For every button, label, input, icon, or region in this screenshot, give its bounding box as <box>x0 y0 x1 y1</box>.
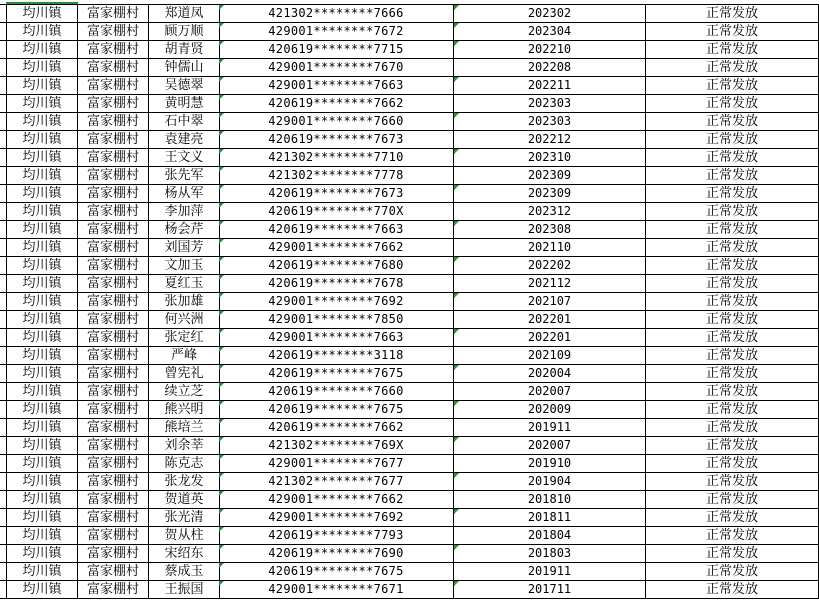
town-cell[interactable]: 均川镇 <box>6 563 77 580</box>
table-row <box>0 185 819 203</box>
table-row <box>0 365 819 383</box>
town-cell[interactable]: 均川镇 <box>6 491 77 508</box>
name-cell[interactable]: 石中翠 <box>148 113 220 130</box>
date-cell[interactable]: 201804 <box>454 527 646 544</box>
village-cell[interactable]: 富家棚村 <box>77 113 148 130</box>
name-cell[interactable]: 文加玉 <box>148 257 220 274</box>
text-number-indicator <box>219 257 224 262</box>
id-number-cell[interactable]: 420619********7680 <box>219 257 454 274</box>
name-cell[interactable]: 吴德翠 <box>148 77 220 94</box>
table-row <box>0 401 819 419</box>
status-cell[interactable]: 正常发放 <box>646 41 819 58</box>
name-cell[interactable]: 夏红玉 <box>148 275 220 292</box>
village-cell[interactable]: 富家棚村 <box>77 383 148 400</box>
town-cell[interactable]: 均川镇 <box>6 401 77 418</box>
status-cell[interactable]: 正常发放 <box>646 473 819 490</box>
village-cell[interactable]: 富家棚村 <box>77 329 148 346</box>
status-cell[interactable]: 正常发放 <box>646 581 819 598</box>
name-cell[interactable]: 郑道凤 <box>148 5 220 22</box>
name-cell[interactable]: 张加雄 <box>148 293 220 310</box>
id-number-cell[interactable]: 420619********7673 <box>219 131 454 148</box>
table-row <box>0 455 819 473</box>
text-number-indicator <box>454 77 459 82</box>
id-number-cell[interactable]: 420619********3118 <box>219 347 454 364</box>
id-number-cell[interactable]: 421302********7677 <box>219 473 454 490</box>
town-cell[interactable]: 均川镇 <box>6 293 77 310</box>
name-cell[interactable]: 杨从军 <box>148 185 220 202</box>
status-cell[interactable]: 正常发放 <box>646 149 819 166</box>
name-cell[interactable]: 熊培兰 <box>148 419 220 436</box>
text-number-indicator <box>454 365 459 370</box>
id-number-cell[interactable]: 429001********7677 <box>219 455 454 472</box>
text-number-indicator <box>219 329 224 334</box>
id-number-cell[interactable]: 420619********7675 <box>219 401 454 418</box>
town-cell[interactable]: 均川镇 <box>6 95 77 112</box>
text-number-indicator <box>219 365 224 370</box>
id-number-cell[interactable]: 429001********7670 <box>219 59 454 76</box>
village-cell[interactable]: 富家棚村 <box>77 149 148 166</box>
spreadsheet-grid <box>0 4 819 601</box>
id-number-cell[interactable]: 429001********7692 <box>219 293 454 310</box>
name-cell[interactable]: 黄明慧 <box>148 95 220 112</box>
village-cell[interactable]: 富家棚村 <box>77 401 148 418</box>
name-cell[interactable]: 袁建亮 <box>148 131 220 148</box>
town-cell[interactable]: 均川镇 <box>6 545 77 562</box>
table-row <box>0 23 819 41</box>
text-number-indicator <box>454 581 459 586</box>
status-cell[interactable]: 正常发放 <box>646 545 819 562</box>
status-cell[interactable]: 正常发放 <box>646 77 819 94</box>
text-number-indicator <box>454 437 459 442</box>
town-cell[interactable]: 均川镇 <box>6 329 77 346</box>
text-number-indicator <box>219 509 224 514</box>
status-cell[interactable]: 正常发放 <box>646 275 819 292</box>
date-cell[interactable]: 202110 <box>454 239 646 256</box>
date-cell[interactable]: 202202 <box>454 257 646 274</box>
date-cell[interactable]: 202208 <box>454 59 646 76</box>
text-number-indicator <box>219 563 224 568</box>
status-cell[interactable]: 正常发放 <box>646 509 819 526</box>
id-number-cell[interactable]: 429001********7672 <box>219 23 454 40</box>
id-number-cell[interactable]: 420619********7690 <box>219 545 454 562</box>
status-cell[interactable]: 正常发放 <box>646 365 819 382</box>
text-number-indicator <box>219 311 224 316</box>
text-number-indicator <box>219 95 224 100</box>
text-number-indicator <box>454 257 459 262</box>
village-cell[interactable]: 富家棚村 <box>77 347 148 364</box>
town-cell[interactable]: 均川镇 <box>6 473 77 490</box>
text-number-indicator <box>219 473 224 478</box>
name-cell[interactable]: 刘国芳 <box>148 239 220 256</box>
town-cell[interactable]: 均川镇 <box>6 581 77 598</box>
id-number-cell[interactable]: 429001********7692 <box>219 509 454 526</box>
table-row <box>0 581 819 599</box>
text-number-indicator <box>219 131 224 136</box>
town-cell[interactable]: 均川镇 <box>6 527 77 544</box>
village-cell[interactable]: 富家棚村 <box>77 509 148 526</box>
text-number-indicator <box>219 491 224 496</box>
status-cell[interactable]: 正常发放 <box>646 491 819 508</box>
id-number-cell[interactable]: 420619********7673 <box>219 185 454 202</box>
town-cell[interactable]: 均川镇 <box>6 5 77 22</box>
village-cell[interactable]: 富家棚村 <box>77 527 148 544</box>
date-cell[interactable]: 201910 <box>454 455 646 472</box>
table-row <box>0 95 819 113</box>
text-number-indicator <box>219 239 224 244</box>
id-number-cell[interactable]: 429001********7662 <box>219 491 454 508</box>
village-cell[interactable]: 富家棚村 <box>77 239 148 256</box>
id-number-cell[interactable]: 429001********7663 <box>219 77 454 94</box>
town-cell[interactable]: 均川镇 <box>6 167 77 184</box>
name-cell[interactable]: 王振国 <box>148 581 220 598</box>
town-cell[interactable]: 均川镇 <box>6 131 77 148</box>
name-cell[interactable]: 刘余莘 <box>148 437 220 454</box>
town-cell[interactable]: 均川镇 <box>6 185 77 202</box>
village-cell[interactable]: 富家棚村 <box>77 365 148 382</box>
town-cell[interactable]: 均川镇 <box>6 59 77 76</box>
id-number-cell[interactable]: 429001********7660 <box>219 113 454 130</box>
status-cell[interactable]: 正常发放 <box>646 239 819 256</box>
text-number-indicator <box>454 23 459 28</box>
town-cell[interactable]: 均川镇 <box>6 257 77 274</box>
text-number-indicator <box>219 167 224 172</box>
village-cell[interactable]: 富家棚村 <box>77 293 148 310</box>
table-row <box>0 527 819 545</box>
name-cell[interactable]: 贺从柱 <box>148 527 220 544</box>
village-cell[interactable]: 富家棚村 <box>77 95 148 112</box>
table-row <box>0 347 819 365</box>
status-cell[interactable]: 正常发放 <box>646 401 819 418</box>
date-cell[interactable]: 201711 <box>454 581 646 598</box>
village-cell[interactable]: 富家棚村 <box>77 473 148 490</box>
town-cell[interactable]: 均川镇 <box>6 383 77 400</box>
name-cell[interactable]: 钟儒山 <box>148 59 220 76</box>
text-number-indicator <box>219 185 224 190</box>
table-row <box>0 509 819 527</box>
village-cell[interactable]: 富家棚村 <box>77 203 148 220</box>
table-row <box>0 257 819 275</box>
town-cell[interactable]: 均川镇 <box>6 149 77 166</box>
village-cell[interactable]: 富家棚村 <box>77 275 148 292</box>
table-row <box>0 4 819 23</box>
name-cell[interactable]: 王文义 <box>148 149 220 166</box>
id-number-cell[interactable]: 421302********769X <box>219 437 454 454</box>
date-cell[interactable]: 202201 <box>454 329 646 346</box>
status-cell[interactable]: 正常发放 <box>646 203 819 220</box>
status-cell[interactable]: 正常发放 <box>646 383 819 400</box>
village-cell[interactable]: 富家棚村 <box>77 77 148 94</box>
status-cell[interactable]: 正常发放 <box>646 257 819 274</box>
text-number-indicator <box>454 329 459 334</box>
table-row <box>0 275 819 293</box>
town-cell[interactable]: 均川镇 <box>6 311 77 328</box>
id-number-cell[interactable]: 420619********770X <box>219 203 454 220</box>
text-number-indicator <box>219 149 224 154</box>
date-cell[interactable]: 201810 <box>454 491 646 508</box>
id-number-cell[interactable]: 429001********7663 <box>219 329 454 346</box>
status-cell[interactable]: 正常发放 <box>646 221 819 238</box>
town-cell[interactable]: 均川镇 <box>6 23 77 40</box>
date-cell[interactable]: 201911 <box>454 563 646 580</box>
date-cell[interactable]: 202210 <box>454 41 646 58</box>
status-cell[interactable]: 正常发放 <box>646 5 819 22</box>
text-number-indicator <box>219 221 224 226</box>
name-cell[interactable]: 何兴洲 <box>148 311 220 328</box>
date-cell[interactable]: 202212 <box>454 131 646 148</box>
status-cell[interactable]: 正常发放 <box>646 59 819 76</box>
id-number-cell[interactable]: 421302********7778 <box>219 167 454 184</box>
text-number-indicator <box>219 41 224 46</box>
status-cell[interactable]: 正常发放 <box>646 527 819 544</box>
text-number-indicator <box>219 383 224 388</box>
text-number-indicator <box>219 419 224 424</box>
date-cell[interactable]: 202009 <box>454 401 646 418</box>
table-row <box>0 563 819 581</box>
name-cell[interactable]: 张先军 <box>148 167 220 184</box>
village-cell[interactable]: 富家棚村 <box>77 221 148 238</box>
text-number-indicator <box>219 59 224 64</box>
date-cell[interactable]: 201811 <box>454 509 646 526</box>
date-cell[interactable]: 202007 <box>454 437 646 454</box>
village-cell[interactable]: 富家棚村 <box>77 491 148 508</box>
table-row <box>0 203 819 221</box>
village-cell[interactable]: 富家棚村 <box>77 185 148 202</box>
village-cell[interactable]: 富家棚村 <box>77 311 148 328</box>
date-cell[interactable]: 201911 <box>454 419 646 436</box>
name-cell[interactable]: 严峰 <box>148 347 220 364</box>
text-number-indicator <box>219 113 224 118</box>
status-cell[interactable]: 正常发放 <box>646 293 819 310</box>
village-cell[interactable]: 富家棚村 <box>77 41 148 58</box>
date-cell[interactable]: 202201 <box>454 311 646 328</box>
name-cell[interactable]: 张定红 <box>148 329 220 346</box>
id-number-cell[interactable]: 421302********7666 <box>219 5 454 22</box>
table-row <box>0 545 819 563</box>
status-cell[interactable]: 正常发放 <box>646 23 819 40</box>
cell-selection-indicator <box>6 2 78 4</box>
village-cell[interactable]: 富家棚村 <box>77 455 148 472</box>
date-cell[interactable]: 201904 <box>454 473 646 490</box>
town-cell[interactable]: 均川镇 <box>6 203 77 220</box>
text-number-indicator <box>219 23 224 28</box>
text-number-indicator <box>454 113 459 118</box>
status-cell[interactable]: 正常发放 <box>646 347 819 364</box>
table-row <box>0 113 819 131</box>
table-row <box>0 167 819 185</box>
date-cell[interactable]: 202309 <box>454 185 646 202</box>
village-cell[interactable]: 富家棚村 <box>77 167 148 184</box>
id-number-cell[interactable]: 420619********7675 <box>219 563 454 580</box>
town-cell[interactable]: 均川镇 <box>6 113 77 130</box>
name-cell[interactable]: 张龙发 <box>148 473 220 490</box>
town-cell[interactable]: 均川镇 <box>6 221 77 238</box>
town-cell[interactable]: 均川镇 <box>6 419 77 436</box>
id-number-cell[interactable]: 420619********7793 <box>219 527 454 544</box>
table-row <box>0 221 819 239</box>
text-number-indicator <box>219 545 224 550</box>
date-cell[interactable]: 202109 <box>454 347 646 364</box>
text-number-indicator <box>454 473 459 478</box>
table-row <box>0 419 819 437</box>
status-cell[interactable]: 正常发放 <box>646 185 819 202</box>
status-cell[interactable]: 正常发放 <box>646 329 819 346</box>
town-cell[interactable]: 均川镇 <box>6 275 77 292</box>
text-number-indicator <box>219 455 224 460</box>
text-number-indicator <box>454 401 459 406</box>
table-row <box>0 131 819 149</box>
text-number-indicator <box>219 293 224 298</box>
town-cell[interactable]: 均川镇 <box>6 239 77 256</box>
name-cell[interactable]: 张光清 <box>148 509 220 526</box>
date-cell[interactable]: 202107 <box>454 293 646 310</box>
date-cell[interactable]: 202303 <box>454 113 646 130</box>
table-row <box>0 383 819 401</box>
table-row <box>0 239 819 257</box>
date-cell[interactable]: 202304 <box>454 23 646 40</box>
text-number-indicator <box>219 581 224 586</box>
town-cell[interactable]: 均川镇 <box>6 41 77 58</box>
table-row <box>0 59 819 77</box>
name-cell[interactable]: 宋绍东 <box>148 545 220 562</box>
status-cell[interactable]: 正常发放 <box>646 311 819 328</box>
text-number-indicator <box>219 437 224 442</box>
date-cell[interactable]: 202112 <box>454 275 646 292</box>
date-cell[interactable]: 202004 <box>454 365 646 382</box>
name-cell[interactable]: 蔡成玉 <box>148 563 220 580</box>
village-cell[interactable]: 富家棚村 <box>77 5 148 22</box>
text-number-indicator <box>219 203 224 208</box>
text-number-indicator <box>454 149 459 154</box>
village-cell[interactable]: 富家棚村 <box>77 581 148 598</box>
id-number-cell[interactable]: 420619********7678 <box>219 275 454 292</box>
village-cell[interactable]: 富家棚村 <box>77 437 148 454</box>
table-row <box>0 491 819 509</box>
table-row <box>0 41 819 59</box>
village-cell[interactable]: 富家棚村 <box>77 545 148 562</box>
text-number-indicator <box>454 5 459 10</box>
status-cell[interactable]: 正常发放 <box>646 455 819 472</box>
date-cell[interactable]: 202302 <box>454 5 646 22</box>
town-cell[interactable]: 均川镇 <box>6 365 77 382</box>
table-row <box>0 149 819 167</box>
village-cell[interactable]: 富家棚村 <box>77 257 148 274</box>
text-number-indicator <box>219 77 224 82</box>
id-number-cell[interactable]: 420619********7675 <box>219 365 454 382</box>
name-cell[interactable]: 曾宪礼 <box>148 365 220 382</box>
name-cell[interactable]: 顾万顺 <box>148 23 220 40</box>
id-number-cell[interactable]: 429001********7671 <box>219 581 454 598</box>
status-cell[interactable]: 正常发放 <box>646 563 819 580</box>
date-cell[interactable]: 201803 <box>454 545 646 562</box>
village-cell[interactable]: 富家棚村 <box>77 131 148 148</box>
date-cell[interactable]: 202303 <box>454 95 646 112</box>
village-cell[interactable]: 富家棚村 <box>77 23 148 40</box>
date-cell[interactable]: 202211 <box>454 77 646 94</box>
id-number-cell[interactable]: 429001********7850 <box>219 311 454 328</box>
table-row <box>0 77 819 95</box>
town-cell[interactable]: 均川镇 <box>6 509 77 526</box>
id-number-cell[interactable]: 429001********7662 <box>219 239 454 256</box>
status-cell[interactable]: 正常发放 <box>646 95 819 112</box>
id-number-cell[interactable]: 421302********7710 <box>219 149 454 166</box>
status-cell[interactable]: 正常发放 <box>646 113 819 130</box>
date-cell[interactable]: 202308 <box>454 221 646 238</box>
town-cell[interactable]: 均川镇 <box>6 437 77 454</box>
text-number-indicator <box>219 5 224 10</box>
id-number-cell[interactable]: 420619********7715 <box>219 41 454 58</box>
date-cell[interactable]: 202309 <box>454 167 646 184</box>
table-row <box>0 293 819 311</box>
table-row <box>0 437 819 455</box>
name-cell[interactable]: 熊兴明 <box>148 401 220 418</box>
text-number-indicator <box>454 293 459 298</box>
table-row <box>0 311 819 329</box>
town-cell[interactable]: 均川镇 <box>6 455 77 472</box>
date-cell[interactable]: 202007 <box>454 383 646 400</box>
name-cell[interactable]: 陈克志 <box>148 455 220 472</box>
text-number-indicator <box>454 221 459 226</box>
table-row <box>0 329 819 347</box>
status-cell[interactable]: 正常发放 <box>646 167 819 184</box>
date-cell[interactable]: 202310 <box>454 149 646 166</box>
id-number-cell[interactable]: 420619********7662 <box>219 95 454 112</box>
text-number-indicator <box>454 545 459 550</box>
text-number-indicator <box>454 509 459 514</box>
town-cell[interactable]: 均川镇 <box>6 77 77 94</box>
status-cell[interactable]: 正常发放 <box>646 419 819 436</box>
name-cell[interactable]: 李加萍 <box>148 203 220 220</box>
text-number-indicator <box>219 401 224 406</box>
id-number-cell[interactable]: 420619********7662 <box>219 419 454 436</box>
town-cell[interactable]: 均川镇 <box>6 347 77 364</box>
table-row <box>0 473 819 491</box>
text-number-indicator <box>219 347 224 352</box>
status-cell[interactable]: 正常发放 <box>646 437 819 454</box>
text-number-indicator <box>454 185 459 190</box>
status-cell[interactable]: 正常发放 <box>646 131 819 148</box>
village-cell[interactable]: 富家棚村 <box>77 563 148 580</box>
village-cell[interactable]: 富家棚村 <box>77 59 148 76</box>
name-cell[interactable]: 胡青贤 <box>148 41 220 58</box>
name-cell[interactable]: 续立芝 <box>148 383 220 400</box>
text-number-indicator <box>219 527 224 532</box>
id-number-cell[interactable]: 420619********7660 <box>219 383 454 400</box>
name-cell[interactable]: 贺道英 <box>148 491 220 508</box>
name-cell[interactable]: 杨会芹 <box>148 221 220 238</box>
text-number-indicator <box>219 275 224 280</box>
date-cell[interactable]: 202312 <box>454 203 646 220</box>
id-number-cell[interactable]: 420619********7663 <box>219 221 454 238</box>
text-number-indicator <box>454 41 459 46</box>
village-cell[interactable]: 富家棚村 <box>77 419 148 436</box>
